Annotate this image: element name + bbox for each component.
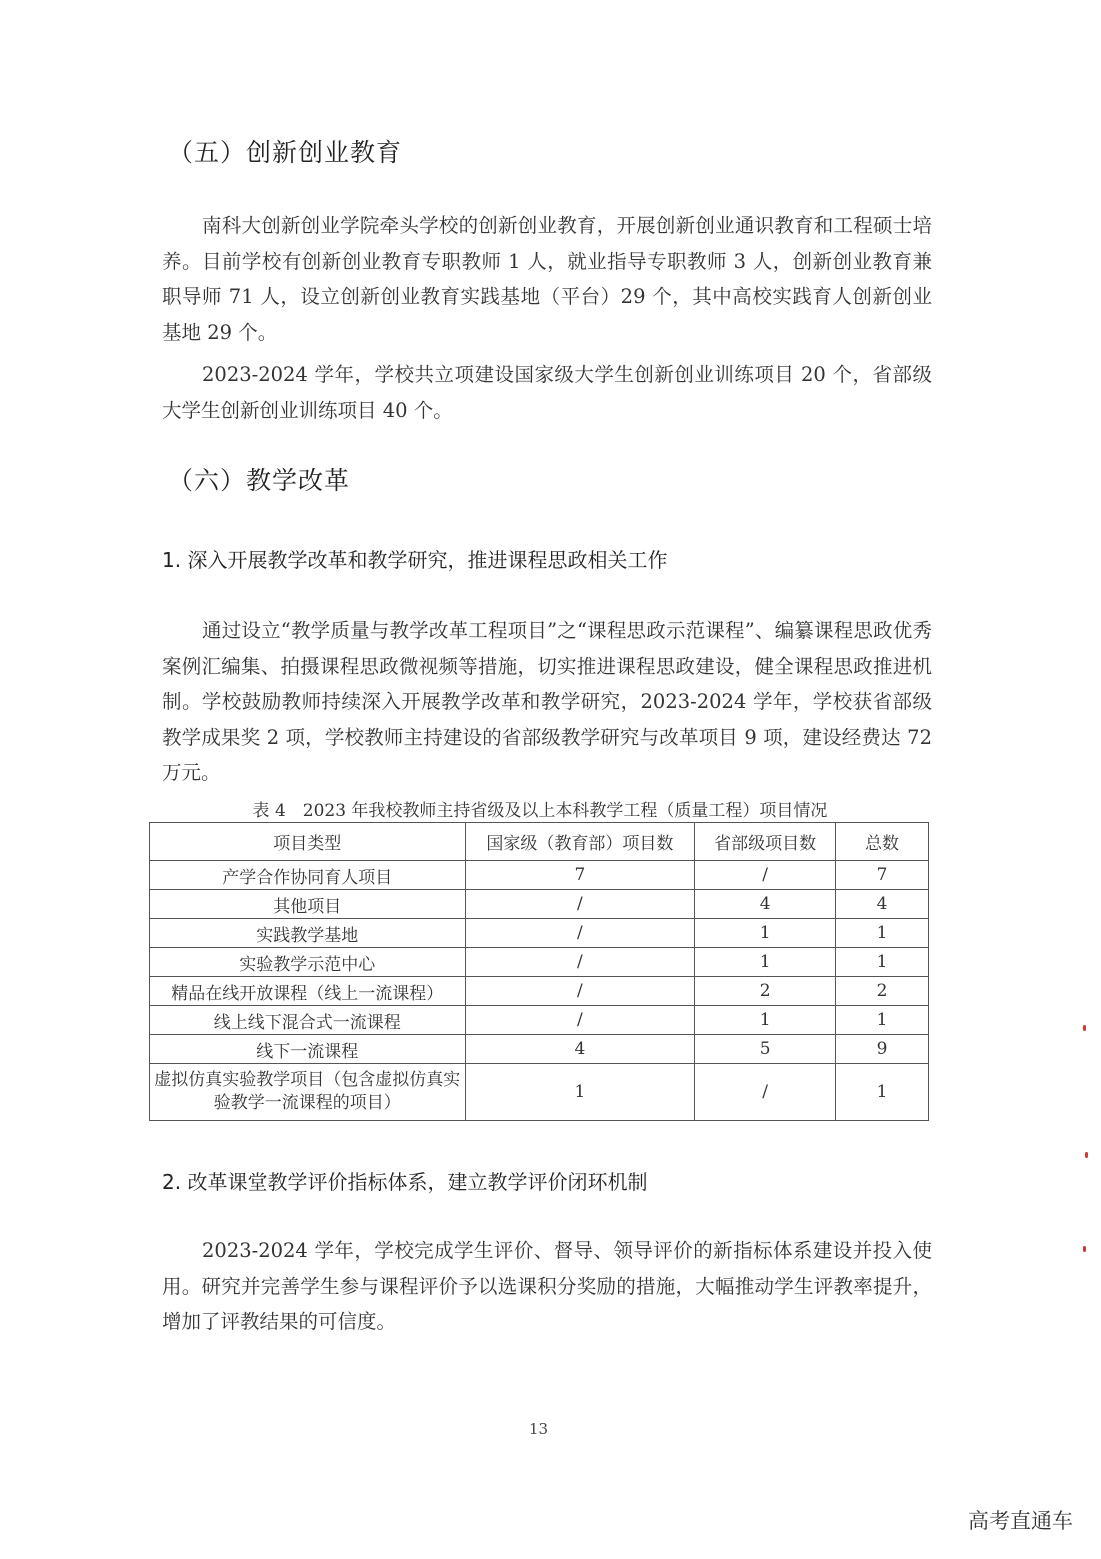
scan-edge-mark bbox=[1083, 1246, 1086, 1252]
cell-total: 7 bbox=[836, 861, 929, 890]
subsection-1-paragraph: 通过设立“教学质量与教学改革工程项目”之“课程思政示范课程”、编纂课程思政优秀案例汇编集、拍摄课程思政微视频等措施，切实推进课程思政建设，健全课程思政推进机制。学校鼓励教师持续深入开展教学改革和教学研究，2023-2024 学年，学校获省部级教学成果奖 2 项，学校教师主持建设的省部级教学研究与改革项目 9 项，建设经费达 72 万元。 bbox=[162, 619, 932, 784]
cell-provincial: / bbox=[695, 1064, 836, 1121]
scan-edge-mark bbox=[1085, 1152, 1088, 1158]
cell-national: / bbox=[465, 977, 695, 1006]
cell-provincial: 4 bbox=[695, 890, 836, 919]
cell-total: 1 bbox=[836, 919, 929, 948]
cell-project-type: 产学合作协同育人项目 bbox=[150, 861, 466, 890]
subsection-1-heading: 1. 深入开展教学改革和教学研究，推进课程思政相关工作 bbox=[162, 548, 668, 572]
section-5-paragraph-2: 2023-2024 学年，学校共立项建设国家级大学生创新创业训练项目 20 个，省部级大学生创新创业训练项目 40 个。 bbox=[162, 363, 932, 422]
table-row bbox=[150, 977, 929, 1006]
cell-total: 1 bbox=[836, 1064, 929, 1121]
table-row bbox=[150, 890, 929, 919]
table-row bbox=[150, 919, 929, 948]
table-row bbox=[150, 1064, 929, 1121]
cell-provincial: 1 bbox=[695, 1006, 836, 1035]
cell-provincial: 1 bbox=[695, 948, 836, 977]
watermark-label: 高考直通车 bbox=[968, 1509, 1073, 1533]
section-6-heading: （六）教学改革 bbox=[168, 466, 351, 495]
cell-national: / bbox=[465, 890, 695, 919]
cell-total: 9 bbox=[836, 1035, 929, 1064]
section-5-paragraph-1: 南科大创新创业学院牵头学校的创新创业教育，开展创新创业通识教育和工程硕士培养。目前学校有创新创业教育专职教师 1 人，就业指导专职教师 3 人，创新创业教育兼职导师 71 人，设立创新创业教育实践基地（平台）29 个，其中高校实践育人创新创业基地 29 个。 bbox=[162, 214, 932, 344]
subsection-2-heading: 2. 改革课堂教学评价指标体系，建立教学评价闭环机制 bbox=[162, 1170, 648, 1194]
cell-project-type: 实践教学基地 bbox=[150, 919, 466, 948]
cell-project-type: 其他项目 bbox=[150, 890, 466, 919]
cell-project-type: 线上线下混合式一流课程 bbox=[150, 1006, 466, 1035]
cell-project-type: 精品在线开放课程（线上一流课程） bbox=[150, 977, 466, 1006]
scan-edge-mark bbox=[1083, 1025, 1086, 1031]
table-row bbox=[150, 861, 929, 890]
cell-provincial: 1 bbox=[695, 919, 836, 948]
section-5-heading: （五）创新创业教育 bbox=[168, 138, 403, 167]
table-row bbox=[150, 948, 929, 977]
cell-national: 1 bbox=[465, 1064, 695, 1121]
cell-total: 4 bbox=[836, 890, 929, 919]
cell-project-type: 线下一流课程 bbox=[150, 1035, 466, 1064]
cell-total: 2 bbox=[836, 977, 929, 1006]
header-provincial-count: 省部级项目数 bbox=[695, 823, 836, 861]
table-header-row bbox=[150, 823, 929, 861]
cell-national: 4 bbox=[465, 1035, 695, 1064]
table-caption: 表 4 2023 年我校教师主持省级及以上本科教学工程（质量工程）项目情况 bbox=[252, 801, 828, 821]
table-row bbox=[150, 1006, 929, 1035]
cell-total: 1 bbox=[836, 948, 929, 977]
subsection-2-paragraph: 2023-2024 学年，学校完成学生评价、督导、领导评价的新指标体系建设并投入使用。研究并完善学生参与课程评价予以选课积分奖励的措施，大幅推动学生评教率提升，增加了评教结果的可信度。 bbox=[162, 1239, 932, 1333]
page-number: 13 bbox=[528, 1420, 549, 1438]
cell-national: / bbox=[465, 1006, 695, 1035]
cell-project-type: 实验教学示范中心 bbox=[150, 948, 466, 977]
cell-national: 7 bbox=[465, 861, 695, 890]
cell-total: 1 bbox=[836, 1006, 929, 1035]
cell-provincial: 5 bbox=[695, 1035, 836, 1064]
header-project-type: 项目类型 bbox=[150, 823, 466, 861]
projects-table bbox=[149, 822, 929, 1121]
table-row bbox=[150, 1035, 929, 1064]
cell-project-type: 虚拟仿真实验教学项目（包含虚拟仿真实验教学一流课程的项目） bbox=[150, 1064, 466, 1121]
cell-provincial: / bbox=[695, 861, 836, 890]
cell-provincial: 2 bbox=[695, 977, 836, 1006]
header-national-count: 国家级（教育部）项目数 bbox=[465, 823, 695, 861]
header-total: 总数 bbox=[836, 823, 929, 861]
cell-national: / bbox=[465, 919, 695, 948]
cell-national: / bbox=[465, 948, 695, 977]
